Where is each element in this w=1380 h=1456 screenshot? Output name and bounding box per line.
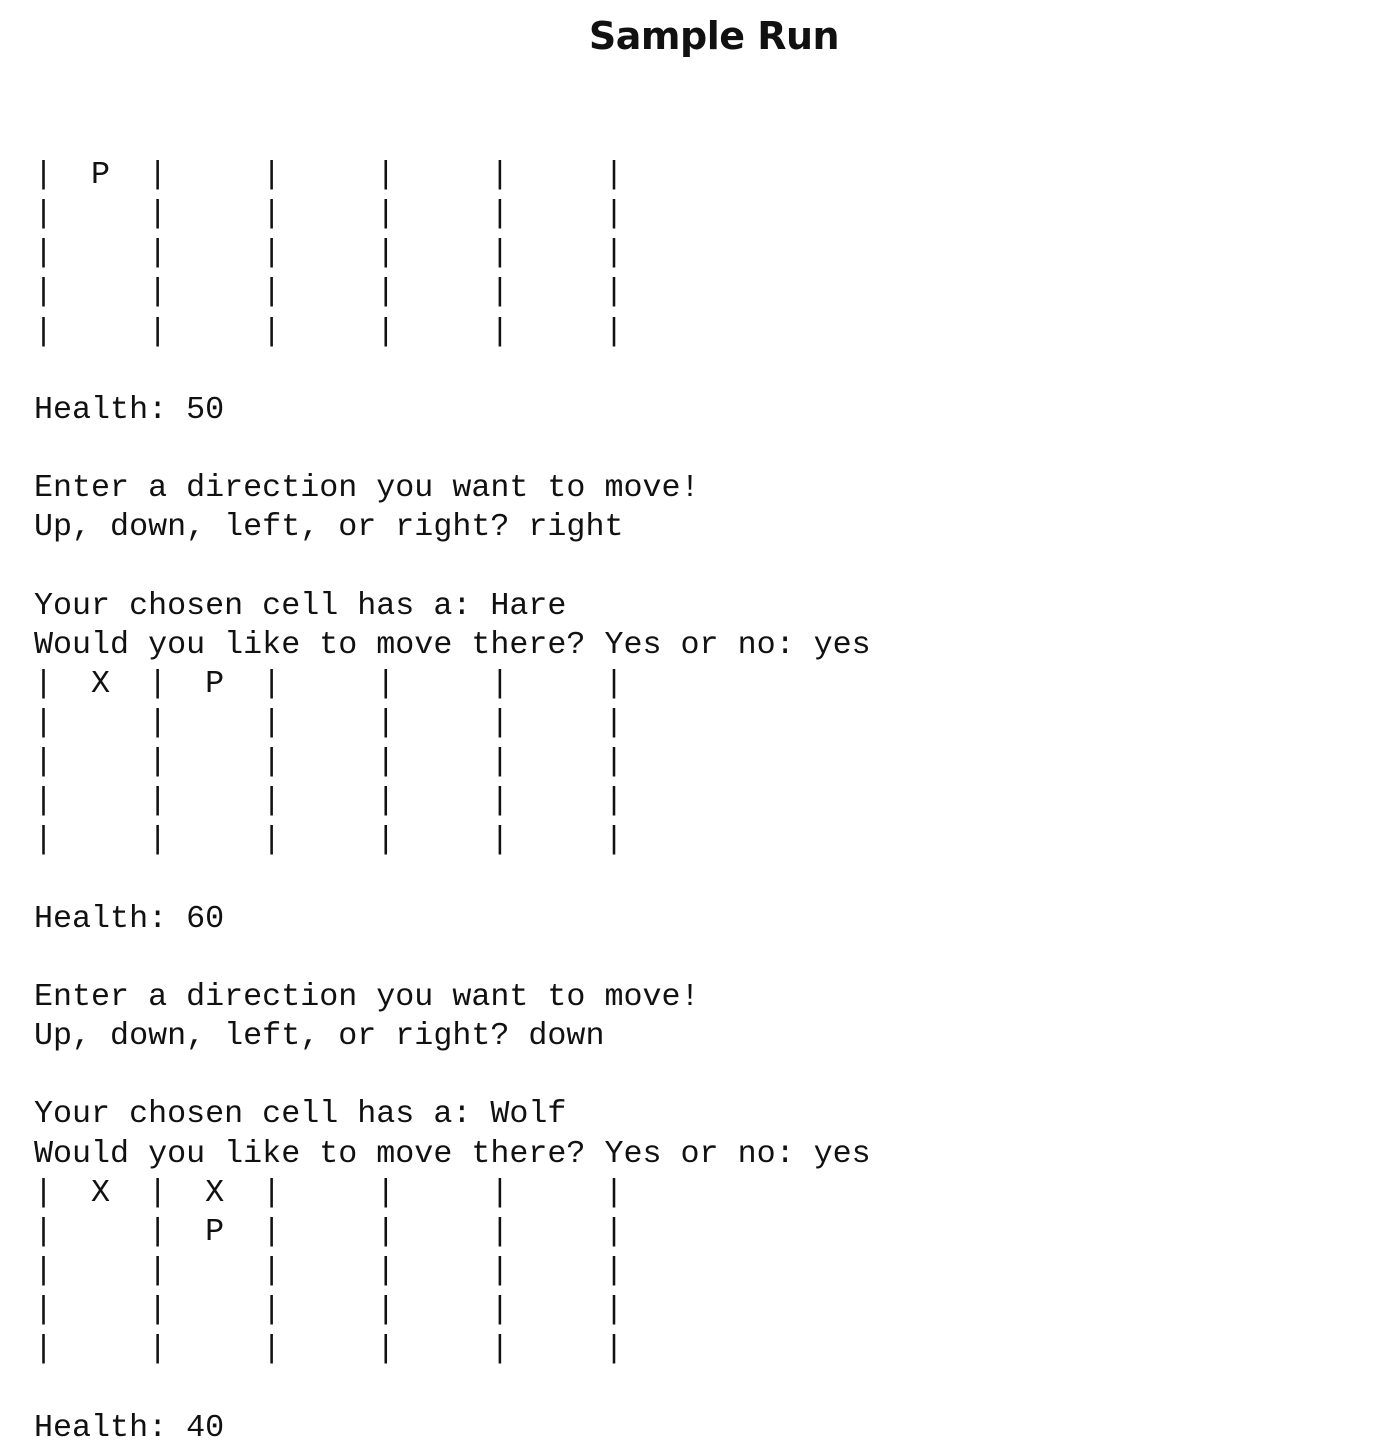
console-line (34, 352, 1354, 391)
page-title: Sample Run (588, 14, 840, 58)
console-line (34, 861, 1354, 900)
console-line: | P | | | | | (34, 157, 624, 193)
console-line: Up, down, left, or right? right (34, 509, 624, 546)
console-line: | X | X | | | | (34, 1174, 624, 1211)
console-line (34, 430, 1354, 469)
console-line: | | | | | | (34, 744, 624, 781)
console-line: | | | | | | (34, 1331, 624, 1368)
console-line: | | | | | | (34, 704, 624, 741)
console-line: Would you like to move there? Yes or no: yes (34, 1135, 871, 1172)
console-line (34, 939, 1354, 978)
console-line: Enter a direction you want to move! (34, 470, 700, 507)
console-line: | | | | | | (34, 822, 624, 859)
console-line: | | | | | | (34, 783, 624, 820)
console-line: Your chosen cell has a: Wolf (34, 1096, 567, 1133)
console-line: Up, down, left, or right? down (34, 1018, 605, 1055)
console-line (34, 1369, 1354, 1408)
console-line: | | P | | | | (34, 1213, 624, 1250)
console-line: | | | | | | (34, 235, 624, 272)
console-line: Would you like to move there? Yes or no: yes (34, 626, 871, 663)
console-line: | | | | | | (34, 313, 624, 350)
console-line: Health: 60 (34, 900, 225, 937)
console-line: | | | | | | (34, 196, 624, 233)
console-line: | | | | | | (34, 274, 624, 311)
console-line (34, 1056, 1354, 1095)
console-line: Your chosen cell has a: Hare (34, 587, 567, 624)
console-line: Enter a direction you want to move! (34, 978, 700, 1015)
console-line (34, 547, 1354, 586)
console-line: Health: 40 (34, 1409, 225, 1446)
console-line: | | | | | | (34, 1252, 624, 1289)
console-line: | | | | | | (34, 1292, 624, 1329)
console-output (34, 156, 1354, 1448)
console-line: | X | P | | | | (34, 665, 624, 702)
console-line: Health: 50 (34, 391, 225, 428)
